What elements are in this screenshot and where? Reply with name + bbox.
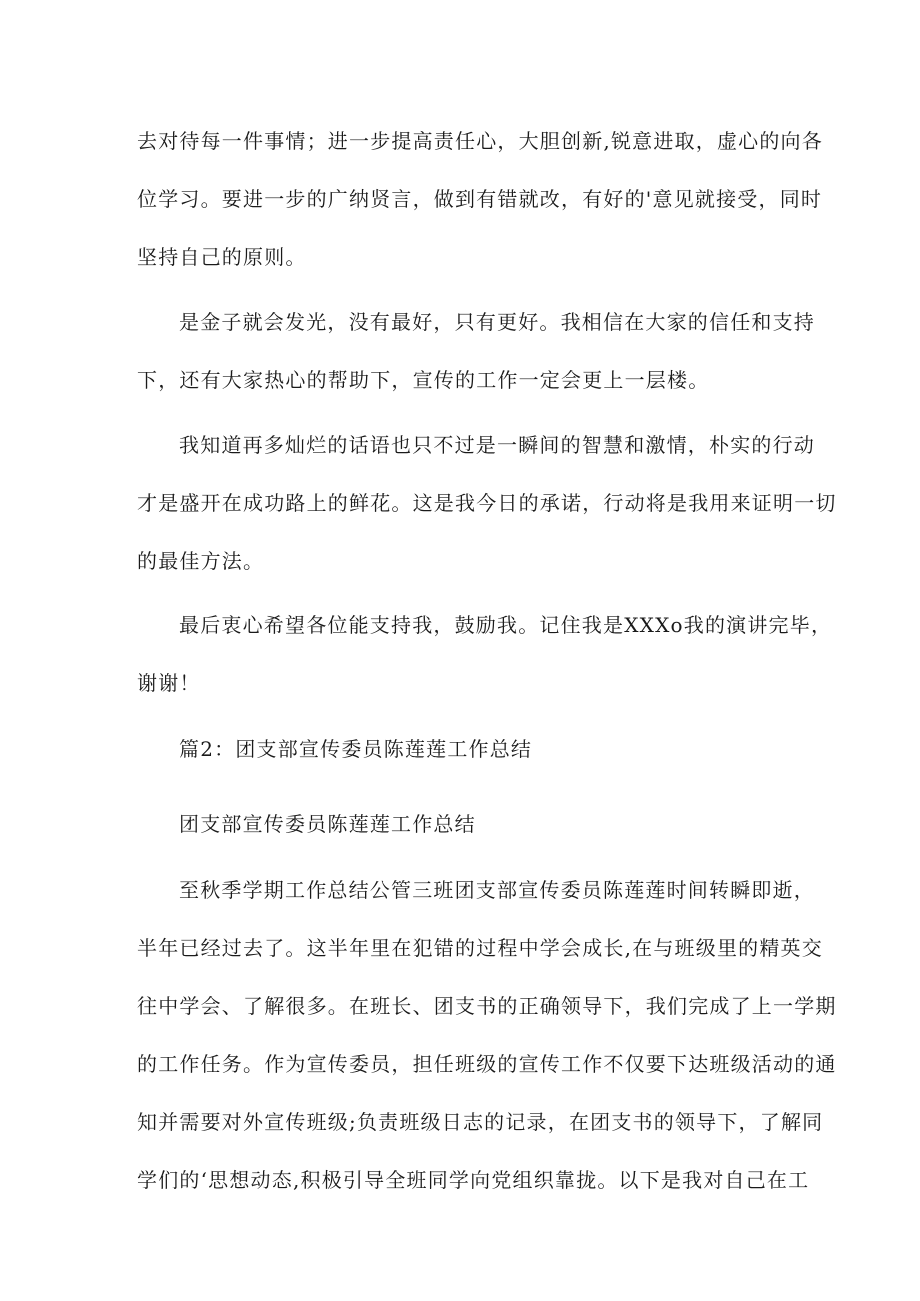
section-subtitle xyxy=(137,795,797,853)
section-heading xyxy=(137,720,797,778)
paragraph-line: 知并需要对外宣传班级;负责班级日志的记录，在团支书的领导下，了解同 xyxy=(137,1110,824,1134)
paragraph-line: 半年已经过去了。这半年里在犯错的过程中学会成长,在与班级里的精英交 xyxy=(137,936,823,960)
paragraph-line: 往中学会、了解很多。在班长、团支书的正确领导下，我们完成了上一学期 xyxy=(137,994,837,1018)
section-heading-text: 篇2：团支部宣传委员陈莲莲工作总结 xyxy=(179,737,533,761)
paragraph-line: 去对待每一件事情；进一步提高责任心，大胆创新,锐意进取，虚心的向各 xyxy=(137,129,823,153)
paragraph-line: 位学习。要进一步的广纳贤言，做到有错就改，有好的'意见就接受，同时 xyxy=(137,187,823,211)
paragraph-line: 的最佳方法。 xyxy=(137,549,265,573)
paragraph-closing xyxy=(137,596,833,712)
paragraph-line: 下，还有大家热心的帮助下，宣传的工作一定会更上一层楼。 xyxy=(137,368,710,392)
paragraph-line: 我知道再多灿烂的话语也只不过是一瞬间的智慧和激情，朴实的行动 xyxy=(179,433,815,457)
section-subtitle-text: 团支部宣传委员陈莲莲工作总结 xyxy=(179,812,476,836)
paragraph-line: 是金子就会发光，没有最好，只有更好。我相信在大家的信任和支持 xyxy=(179,310,815,334)
paragraph-self-improvement xyxy=(137,112,823,286)
paragraph-line: 谢谢！ xyxy=(137,671,201,695)
paragraph-line: 坚持自己的原则。 xyxy=(137,245,307,269)
paragraph-line: 才是盛开在成功路上的鲜花。这是我今日的承诺，行动将是我用来证明一切 xyxy=(137,491,837,515)
paragraph-line: 最后衷心希望各位能支持我，鼓励我。记住我是XXXo我的演讲完毕， xyxy=(179,613,833,637)
paragraph-line: 学们的‘思想动态,积极引导全班同学向党组织靠拢。以下是我对自己在工 xyxy=(137,1168,810,1192)
paragraph-line: 的工作任务。作为宣传委员，担任班级的宣传工作不仅要下达班级活动的通 xyxy=(137,1052,837,1076)
paragraph-gold-shines xyxy=(137,293,815,409)
paragraph-action-promise xyxy=(137,416,837,590)
paragraph-work-summary xyxy=(137,861,837,1209)
paragraph-line: 至秋季学期工作总结公管三班团支部宣传委员陈莲莲时间转瞬即逝， xyxy=(179,878,815,902)
